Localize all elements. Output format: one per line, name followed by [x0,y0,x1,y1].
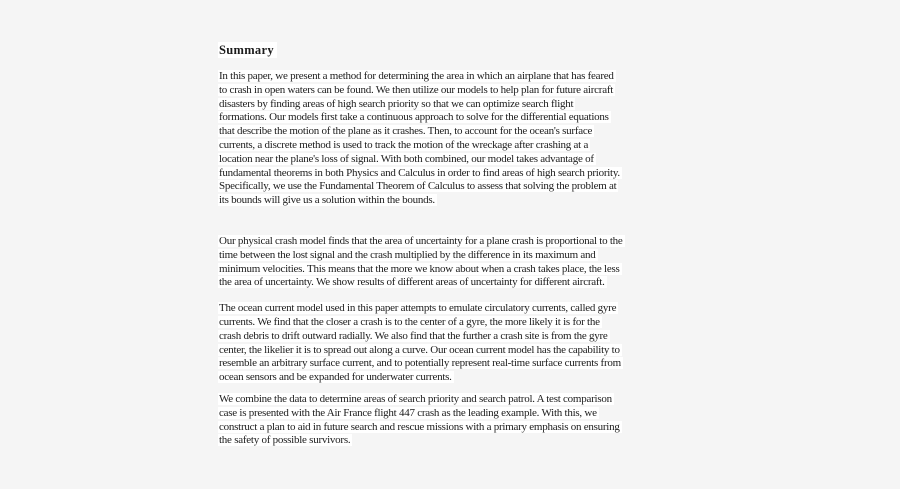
text-line [218,98,688,112]
text-line [218,194,688,208]
text-line-highlight: case is presented with the Air France flight 447 crash as the leading example. With this, we [219,406,597,419]
text-line [218,330,688,344]
text-line-highlight: that describe the motion of the plane as it crashes. Then, to account for the ocean's surface [219,125,593,138]
summary-section [218,44,688,448]
text-line-highlight: time between the lost signal and the crash multiplied by the difference in its maximum and [219,248,596,261]
text-line [218,344,688,358]
text-line [218,393,688,407]
text-line-highlight: The ocean current model used in this paper attempts to emulate circulatory currents, called gyre [219,302,617,315]
text-line [218,235,688,249]
paragraph-3 [218,302,688,385]
text-line-highlight: In this paper, we present a method for determining the area in which an airplane that has feared [219,70,614,82]
paragraph-4 [218,393,688,448]
text-line-highlight: disasters by finding areas of high search priority so that we can optimize search flight [219,97,574,110]
text-line-highlight: minimum velocities. This means that the more we know about when a crash takes place, the less [219,262,620,275]
text-line [218,249,688,263]
text-line [218,167,688,181]
text-line-highlight: its bounds will give us a solution within the bounds. [219,194,435,207]
text-line-highlight: fundamental theorems in both Physics and Calculus in order to find areas of high search priority. [219,166,620,179]
text-line-highlight: to crash in open waters can be found. We then utilize our models to help plan for future aircraft [219,83,614,96]
text-line-highlight: resemble an arbitrary surface current, and to potentially represent real-time surface currents from [219,357,621,370]
text-line [218,70,688,84]
text-line-highlight: location near the plane's loss of signal. With both combined, our model takes advantage of [219,152,594,165]
text-line-highlight: Our physical crash model finds that the area of uncertainty for a plane crash is proportional to the [219,234,623,247]
text-line-highlight: construct a plan to aid in future search and rescue missions with a primary emphasis on ensuring [219,420,620,433]
text-line [218,276,688,290]
text-line [218,153,688,167]
text-line [218,371,688,385]
text-line [218,139,688,153]
paragraph-1 [218,70,688,208]
text-line-highlight: currents. We find that the closer a crash is to the center of a gyre, the more likely it is for the [219,315,600,328]
text-line [218,84,688,98]
document-body [218,70,688,448]
text-line [218,357,688,371]
text-line [218,434,688,448]
paragraph-2 [218,235,688,290]
text-line-highlight: crash debris to drift outward radially. We also find that the further a crash site is from the gyre [219,329,608,342]
text-line [218,421,688,435]
text-line [218,180,688,194]
section-heading-text: Summary [218,42,277,58]
text-line [218,407,688,421]
text-line-highlight: the safety of possible survivors. [219,434,351,447]
text-line [218,111,688,125]
text-line [218,125,688,139]
text-line-highlight: We combine the data to determine areas of search priority and search patrol. A test comparison [219,392,612,405]
section-heading [218,44,688,57]
text-line-highlight: ocean sensors and be expanded for underwater currents. [219,371,452,384]
text-line [218,316,688,330]
text-line [218,302,688,316]
text-line-highlight: Specifically, we use the Fundamental Theorem of Calculus to assess that solving the problem at [219,180,617,193]
text-line-highlight: center, the likelier it is to spread out along a curve. Our ocean current model has the capability to [219,343,620,356]
text-line-highlight: the area of uncertainty. We show results of different areas of uncertainty for different aircraft. [219,276,605,289]
text-line-highlight: formations. Our models first take a continuous approach to solve for the differential equations [219,111,609,124]
text-line-highlight: currents, a discrete method is used to track the motion of the wreckage after crashing at a [219,138,589,151]
text-line [218,263,688,277]
